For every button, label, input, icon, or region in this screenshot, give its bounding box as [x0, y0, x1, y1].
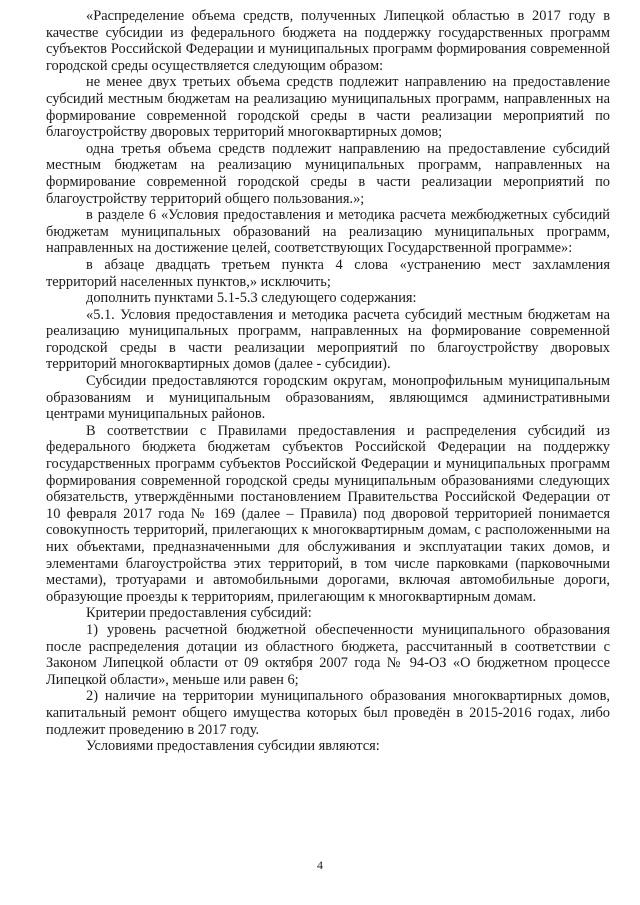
- paragraph-one-third: одна третья объема средств подлежит направлению на предоставление субсидий местным бюджетам на реализацию муниципальных программ, направленных на формирование современной городской среды в части реализации мероприятий по благоустройству территорий общего пользования.»;: [46, 140, 610, 207]
- paragraph-criterion-1: 1) уровень расчетной бюджетной обеспеченности муниципального образования после распределения дотации из областного бюджета, рассчитанный в соответствии с Законом Липецкой области от 09 октября 2007 года № 94-ОЗ «О бюджетном процессе Липецкой области», меньше или равен 6;: [46, 621, 610, 688]
- paragraph-add-points: дополнить пунктами 5.1-5.3 следующего содержания:: [86, 290, 417, 307]
- paragraph-distribution-intro: «Распределение объема средств, полученных Липецкой областью в 2017 году в качестве субсидии из федерального бюджета на поддержку государственных программ субъектов Российской Федерации и муниципальных программ формирования современной городской среды осуществляется следующим образом:: [46, 8, 610, 74]
- paragraph-conditions-heading: Условиями предоставления субсидии являются:: [86, 738, 380, 755]
- paragraph-criteria-heading: Критерии предоставления субсидий:: [86, 605, 312, 622]
- paragraph-rules-definition: В соответствии с Правилами предоставления и распределения субсидий из федерального бюджета бюджетам субъектов Российской Федерации на поддержку государственных программ субъектов Российской Федерации и муниципальных программ формирования современной городской среды муниципальным образованиями следующих обязательств, утверждёнными постановлением Правительства Российской Федерации от 10 февраля 2017 года № 169 (далее – Правила) под дворовой территорией понимается совокупность территорий, прилегающих к многоквартирным домам, с расположенными на них объектами, предназначенными для обслуживания и эксплуатации таких домов, и элементами благоустройства этих территорий, в том числе парковками (парковочными местами), тротуарами и автомобильными дорогами, включая автомобильные дороги, образующие проезды к территориям, прилегающим к многоквартирным домам.: [46, 422, 610, 605]
- paragraph-5-1-heading: «5.1. Условия предоставления и методика расчета субсидий местным бюджетам на реализацию муниципальных программ, направленных на формирование современной городской среды в части реализации мероприятий по благоустройству дворовых территорий многоквартирных домов (далее - субсидии).: [46, 306, 610, 373]
- document-body: [46, 8, 610, 755]
- paragraph-subsidy-recipients: Субсидии предоставляются городским округам, монопрофильным муниципальным образованиям и муниципальным образованиям, являющимся административными центрами муниципальных районов.: [46, 373, 610, 423]
- paragraph-section-6: в разделе 6 «Условия предоставления и методика расчета межбюджетных субсидий бюджетам муниципальных образований на реализацию муниципальных программ, направленных на достижение целей, соответствующих Государственной программе»:: [46, 207, 610, 257]
- paragraph-criterion-2: 2) наличие на территории муниципального образования многоквартирных домов, капитальный ремонт общего имущества которых был проведён в 2015-2016 годах, либо подлежит проведению в 2017 году.: [46, 688, 610, 738]
- page-number: 4: [317, 858, 323, 872]
- paragraph-two-thirds: не менее двух третьих объема средств подлежит направлению на предоставление субсидий местным бюджетам на реализацию муниципальных программ, направленных на формирование современной городской среды в части реализации мероприятий по благоустройству дворовых территорий многоквартирных домов;: [46, 74, 610, 141]
- paragraph-point-4-amendment: в абзаце двадцать третьем пункта 4 слова «устранению мест захламления территорий населенных пунктов,» исключить;: [46, 256, 610, 290]
